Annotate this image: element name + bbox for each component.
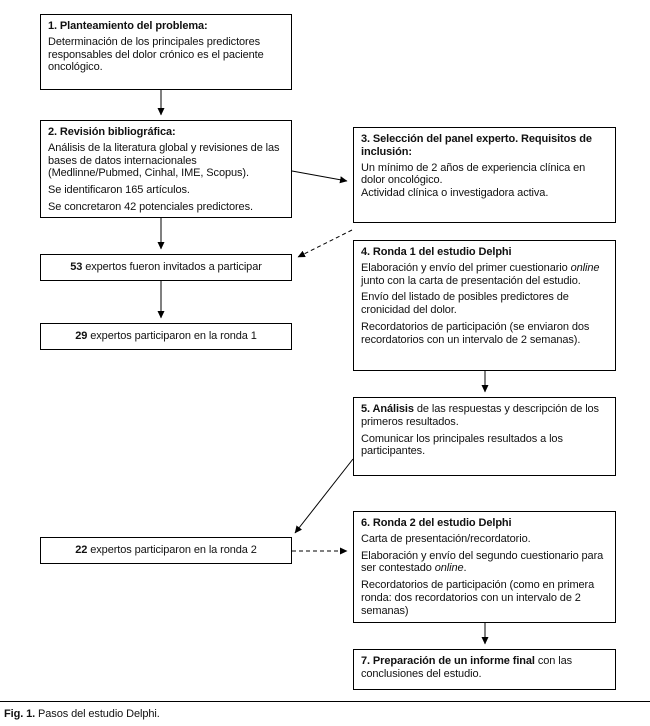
step6-title: 6. Ronda 2 del estudio Delphi bbox=[361, 517, 512, 529]
step4-p1-post: junto con la carta de presentación del estudio. bbox=[361, 274, 581, 287]
step6-paragraph-3: Recordatorios de participación (como en primera ronda: dos recordatorios con un intervalo de 2 semanas) bbox=[361, 579, 595, 617]
step2-paragraph-2: Se identificaron 165 artículos. bbox=[48, 184, 190, 196]
step7-title-line bbox=[361, 655, 608, 681]
step6-p2-online-italic: online bbox=[434, 562, 464, 575]
invited-count: 53 bbox=[70, 261, 83, 273]
step4-paragraph-1 bbox=[361, 262, 608, 288]
step4-paragraph-2: Envío del listado de posibles predictores de cronicidad del dolor. bbox=[361, 291, 569, 316]
invited-label: expertos fueron invitados a participar bbox=[82, 261, 262, 273]
round1-count: 29 bbox=[75, 330, 88, 342]
step4-p1-pre: Elaboración y envío del primer cuestionario bbox=[361, 261, 571, 274]
round1-label: expertos participaron en la ronda 1 bbox=[87, 330, 257, 342]
step1-title: 1. Planteamiento del problema: bbox=[48, 20, 208, 32]
step5-title-rest: de las respuestas y descripción de los primeros resultados. bbox=[361, 403, 599, 428]
flow-box-step1-planteamiento bbox=[40, 14, 292, 90]
flow-box-round1-participants bbox=[40, 323, 292, 350]
step5-title-line bbox=[361, 403, 608, 429]
step1-body: Determinación de los principales predictores responsables del dolor crónico es el paciente oncológico. bbox=[48, 35, 264, 74]
step3-paragraph-1: Un mínimo de 2 años de experiencia clínica en dolor oncológico. bbox=[361, 161, 586, 187]
arrow-step5-to-round2 bbox=[295, 459, 353, 533]
step7-title-rest: con las conclusiones del estudio. bbox=[361, 655, 572, 680]
arrow-step2-to-step3 bbox=[292, 171, 347, 181]
round2-count: 22 bbox=[75, 544, 88, 556]
step6-p2-pre: Elaboración y envío del segundo cuestionario para ser contestado bbox=[361, 549, 604, 575]
step6-paragraph-1: Carta de presentación/recordatorio. bbox=[361, 532, 531, 545]
flow-box-step3-seleccion-panel bbox=[353, 127, 616, 223]
figure-caption bbox=[0, 701, 650, 721]
step5-paragraph-2: Comunicar los principales resultados a los participantes. bbox=[361, 432, 563, 458]
step4-title: 4. Ronda 1 del estudio Delphi bbox=[361, 246, 512, 258]
step7-title-bold: 7. Preparación de un informe final bbox=[361, 655, 535, 667]
step6-paragraph-2 bbox=[361, 550, 608, 576]
flow-box-step4-ronda1 bbox=[353, 240, 616, 371]
flow-box-invited-experts bbox=[40, 254, 292, 281]
step4-p1-online-italic: online bbox=[570, 261, 600, 274]
step2-paragraph-1: Análisis de la literatura global y revisiones de las bases de datos internacionales (Medlinne/Pubmed, Cinhal, IME, Scopus). bbox=[48, 141, 280, 180]
step6-p2-post: . bbox=[463, 562, 467, 575]
figure-caption-text: Pasos del estudio Delphi. bbox=[35, 708, 160, 720]
flow-box-step5-analisis bbox=[353, 397, 616, 476]
flow-box-step7-informe-final bbox=[353, 649, 616, 690]
flow-box-step6-ronda2 bbox=[353, 511, 616, 623]
arrow-step3-to-invited-dashed bbox=[298, 230, 352, 257]
step3-title: 3. Selección del panel experto. Requisitos de inclusión: bbox=[361, 133, 592, 158]
figure-caption-label: Fig. 1. bbox=[4, 708, 36, 720]
flow-box-round2-participants bbox=[40, 537, 292, 564]
step2-paragraph-3: Se concretaron 42 potenciales predictores. bbox=[48, 200, 253, 213]
step3-paragraph-2: Actividad clínica o investigadora activa. bbox=[361, 187, 549, 199]
flow-box-step2-revision bbox=[40, 120, 292, 218]
step2-title: 2. Revisión bibliográfica: bbox=[48, 126, 176, 138]
step5-title-bold: 5. Análisis bbox=[361, 403, 414, 415]
round2-label: expertos participaron en la ronda 2 bbox=[87, 544, 257, 556]
step4-paragraph-3: Recordatorios de participación (se enviaron dos recordatorios con un intervalo de 2 semanas). bbox=[361, 320, 590, 346]
